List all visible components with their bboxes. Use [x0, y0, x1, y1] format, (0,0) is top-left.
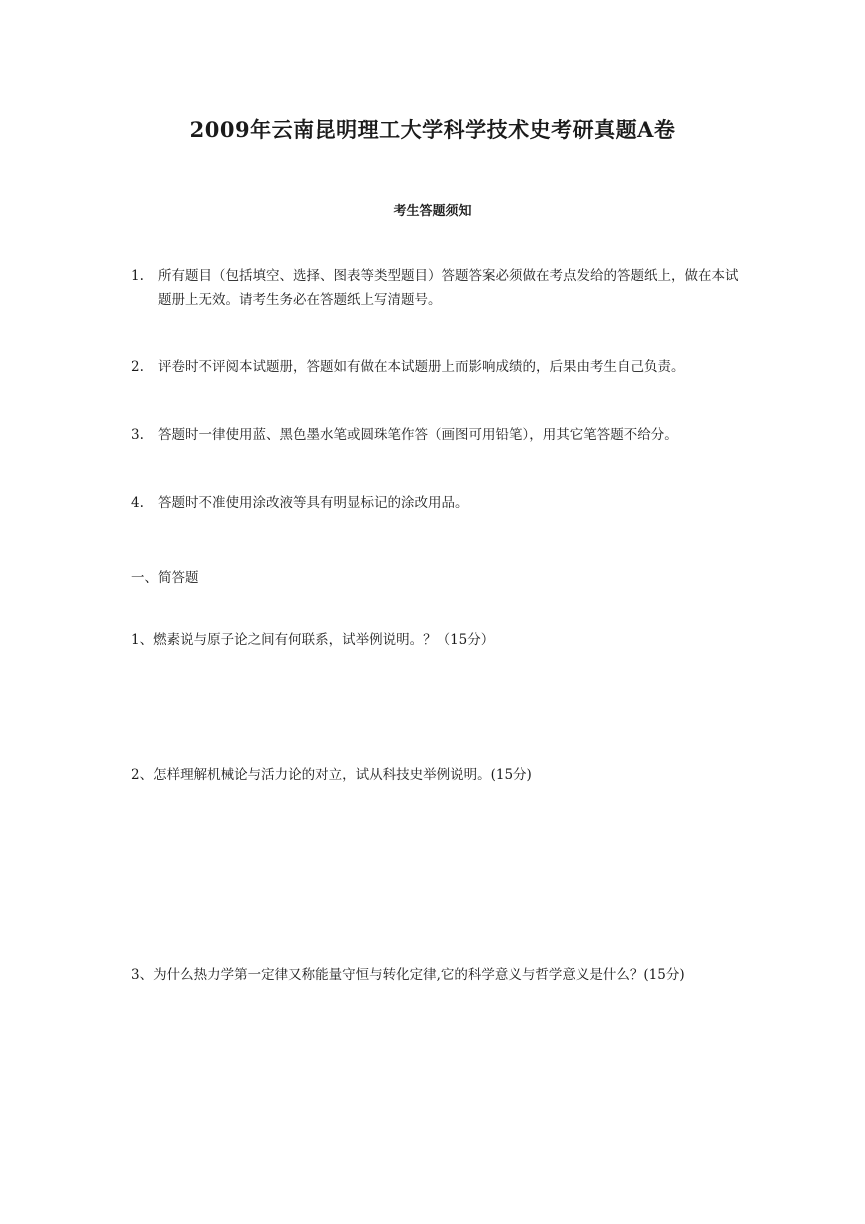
notice-text: 答题时不准使用涂改液等具有明显标记的涂改用品。 — [158, 495, 469, 511]
notice-text: 评卷时不评阅本试题册，答题如有做在本试题册上而影响成绩的，后果由考生自己负责。 — [158, 359, 685, 375]
notice-text: 答题时一律使用蓝、黑色墨水笔或圆珠笔作答（画图可用铅笔），用其它笔答题不给分。 — [158, 427, 678, 443]
page-title: 2009年云南昆明理工大学科学技术史考研真题A卷 — [189, 117, 676, 142]
section-heading: 一、简答题 — [131, 570, 199, 586]
notice-number: 1. — [131, 268, 144, 284]
question-3: 3、为什么热力学第一定律又称能量守恒与转化定律,它的科学意义与哲学意义是什么？(15分) — [131, 967, 685, 983]
notice-item-4 — [131, 491, 746, 515]
notice-number: 4. — [131, 495, 144, 511]
question-2: 2、怎样理解机械论与活力论的对立，试从科技史举例说明。(15分) — [131, 767, 532, 783]
notice-heading: 考生答题须知 — [393, 204, 472, 219]
notice-item-3 — [131, 423, 746, 447]
notice-number: 3. — [131, 427, 144, 443]
notice-item-1 — [131, 264, 746, 312]
question-1: 1、燃素说与原子论之间有何联系，试举例说明。？（15分） — [131, 632, 495, 648]
notice-item-2 — [131, 355, 746, 379]
notice-number: 2. — [131, 359, 144, 375]
notice-text: 所有题目（包括填空、选择、图表等类型题目）答题答案必须做在考点发给的答题纸上，做在本试题册上无效。请考生务必在答题纸上写清题号。 — [158, 268, 739, 308]
